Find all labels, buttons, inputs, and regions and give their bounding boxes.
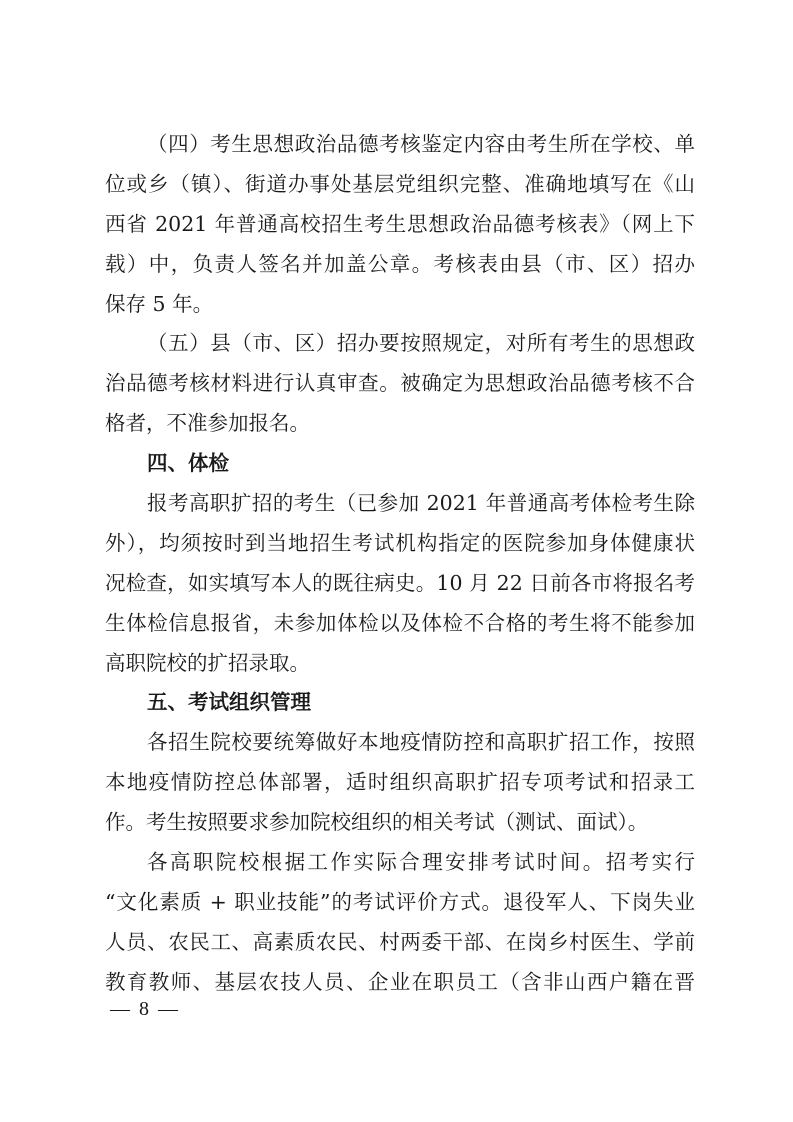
section-heading: 四、体检 (147, 451, 229, 476)
text-line: 各高职院校根据工作实际合理安排考试时间。招考实行 (147, 850, 695, 875)
text-line: 载）中，负责人签名并加盖公章。考核表由县（市、区）招办 (105, 251, 695, 276)
text-line: 报考高职扩招的考生（已参加 2021 年普通高考体检考生除 (147, 491, 695, 516)
text-line: 高职院校的扩招录取。 (105, 650, 310, 675)
document-body (105, 125, 695, 1003)
text-line: 教育教师、基层农技人员、企业在职员工（含非山西户籍在晋 (105, 969, 695, 994)
text-line: （四）考生思想政治品德考核鉴定内容由考生所在学校、单 (147, 132, 695, 156)
text-line: 外），均须按时到当地招生考试机构指定的医院参加身体健康状 (105, 530, 695, 555)
text-line: 作。考生按照要求参加院校组织的相关考试（测试、面试）。 (105, 810, 649, 835)
text-line: “文化素质 + 职业技能”的考试评价方式。退役军人、下岗失业 (105, 889, 695, 914)
section-heading: 五、考试组织管理 (147, 690, 311, 715)
text-line: 生体检信息报省，未参加体检以及体检不合格的考生将不能参加 (105, 610, 695, 635)
page-number: — 8 — (110, 998, 180, 1020)
text-line: 保存 5 年。 (105, 291, 214, 316)
text-line: （五）县（市、区）招办要按照规定，对所有考生的思想政 (147, 331, 695, 356)
text-line: 况检查，如实填写本人的既往病史。10 月 22 日前各市将报名考 (105, 570, 695, 595)
text-line: 西省 2021 年普通高校招生考生思想政治品德考核表》（网上下 (105, 211, 695, 236)
text-line: 位或乡（镇）、街道办事处基层党组织完整、准确地填写在《山 (105, 171, 695, 196)
text-line: 本地疫情防控总体部署，适时组织高职扩招专项考试和招录工 (105, 770, 695, 795)
text-line: 格者，不准参加报名。 (105, 411, 310, 436)
text-line: 各招生院校要统筹做好本地疫情防控和高职扩招工作，按照 (147, 730, 695, 755)
text-line: 人员、农民工、高素质农民、村两委干部、在岗乡村医生、学前 (105, 929, 695, 954)
text-line: 治品德考核材料进行认真审查。被确定为思想政治品德考核不合 (105, 371, 695, 396)
